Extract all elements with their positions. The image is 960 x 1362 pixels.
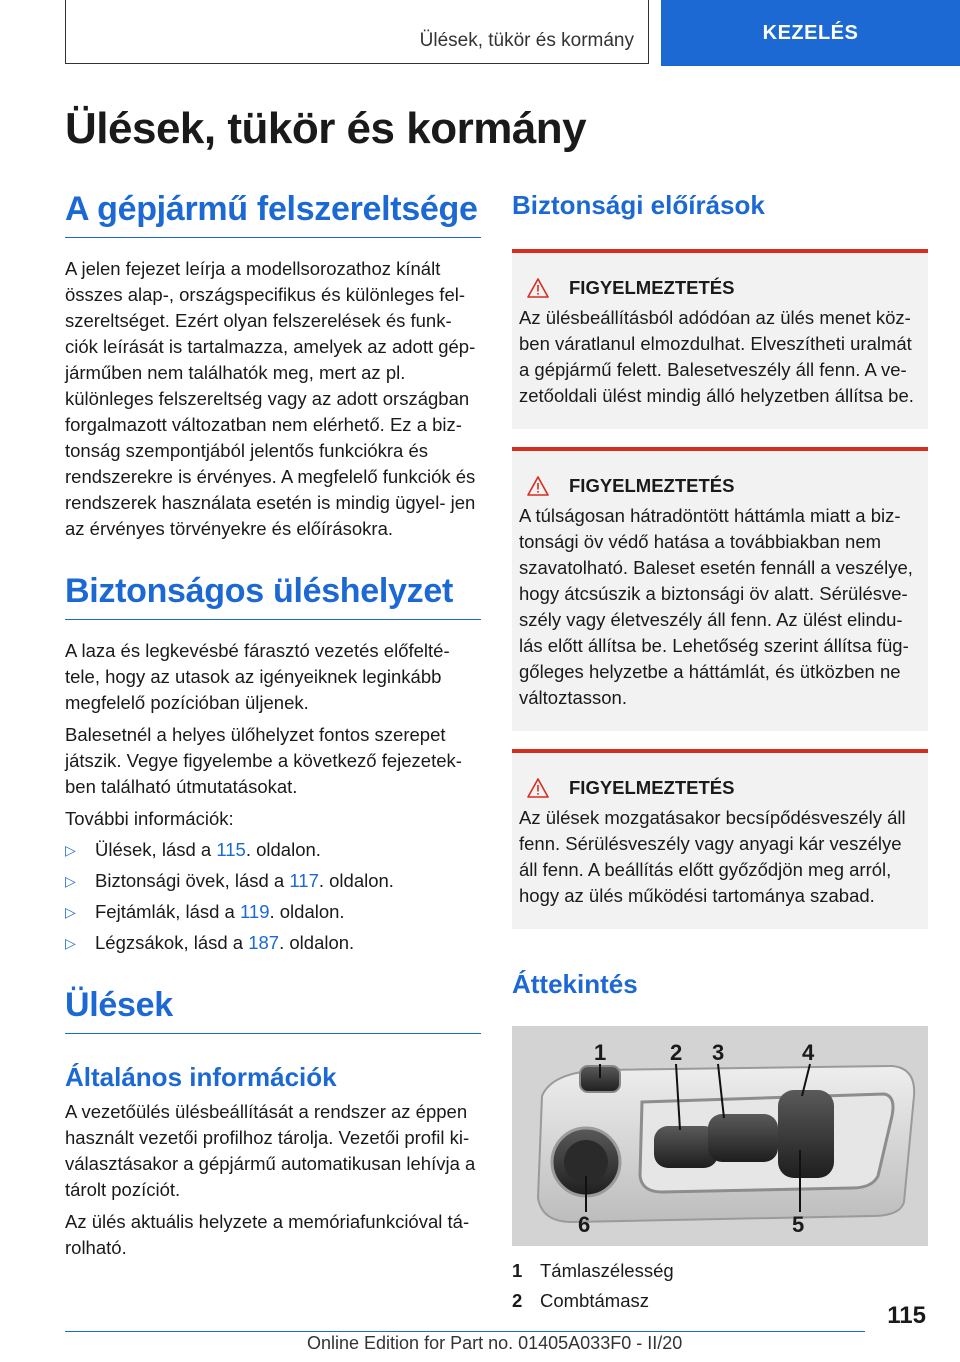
warning-title: FIGYELMEZTETÉS <box>569 475 735 496</box>
legend-label: Támlaszélesség <box>540 1260 674 1281</box>
heading-safety-rules: Biztonsági előírások <box>512 190 765 220</box>
ref-text: Légzsákok, lásd a <box>95 932 249 953</box>
warning-triangle-icon <box>527 476 549 496</box>
legend-row <box>512 1286 928 1316</box>
callout-1: 1 <box>594 1040 607 1065</box>
warning-triangle-icon <box>527 278 549 298</box>
heading-seats: Ülések <box>65 986 481 1034</box>
warning-text: Az ülésbeállításból adódóan az ülés menet köz- ben váratlanul elmozdulhat. Elveszítheti uralmát a gépjármű felett. Balesetveszély áll fenn. A ve- zetőoldali ülést mindig álló helyzetben állítsa be. <box>519 307 914 406</box>
legend-number: 2 <box>512 1290 523 1311</box>
ref-text: . oldalon. <box>318 870 394 891</box>
page-number: 115 <box>887 1302 926 1329</box>
paragraph-position-2: Balesetnél a helyes ülőhelyzet fontos szerepet játszik. Vegye figyelembe a következő fejezetek- ben található útmutatásokat. <box>65 724 462 797</box>
list-item <box>65 837 481 863</box>
seat-controls-photo <box>512 1026 928 1246</box>
warning-box <box>512 249 928 429</box>
warning-triangle-icon <box>527 778 549 798</box>
right-column <box>512 190 928 1316</box>
edition-note: Online Edition for Part no. 01405A033F0 - II/20 <box>307 1333 683 1353</box>
page-link[interactable]: 115 <box>216 839 246 860</box>
paragraph-position-1: A laza és legkevésbé fárasztó vezetés előfelté- tele, hogy az utasok az igényeiknek leginkább megfelelő pozícióban üljenek. <box>65 640 450 713</box>
warning-box <box>512 447 928 731</box>
ref-text: . oldalon. <box>269 901 345 922</box>
ref-text: . oldalon. <box>279 932 355 953</box>
heading-general-info: Általános információk <box>65 1062 337 1092</box>
warning-box <box>512 749 928 929</box>
page-link[interactable]: 117 <box>289 870 319 891</box>
triangle-bullet-icon: ▷ <box>65 935 76 951</box>
warning-header <box>519 475 920 497</box>
warning-text: Az ülések mozgatásakor becsípődésveszély áll fenn. Sérülésveszély vagy anyagi kár veszélye áll fenn. A beállítás előtt győződjön meg arról, hogy az ülés működési tartománya szabad. <box>519 807 906 906</box>
triangle-bullet-icon: ▷ <box>65 873 76 889</box>
left-column <box>65 190 481 1261</box>
heading-safe-position: Biztonságos üléshelyzet <box>65 572 481 620</box>
heading-overview: Áttekintés <box>512 969 638 999</box>
paragraph-equipment: A jelen fejezet leírja a modellsorozathoz kínált összes alap-, országspecifikus és különleges fel- szereltséget. Ezért olyan felszerelések és funk- ciók leírását is tartalmazza, amelyek az adott gép- járműben nem találhatók meg, mert az pl. különleges felszereltség vagy az adott országban forgalmazott változatban nem elérhető. Ez a biz- tonság szempontjából jelentős funkciókra és rendszerekre is érvényes. A megfelelő funkciók és rendszerek használata esetén is mindig ügyel- jen az érvényes törvényekre és előírásokra. <box>65 258 476 539</box>
callout-5: 5 <box>792 1212 805 1237</box>
page-link[interactable]: 119 <box>239 901 270 922</box>
warning-header <box>519 277 920 299</box>
warning-title: FIGYELMEZTETÉS <box>569 777 735 798</box>
page-link[interactable]: 187 <box>248 932 280 953</box>
callout-4: 4 <box>802 1040 815 1065</box>
heading-equipment: A gépjármű felszereltsége <box>65 190 481 238</box>
callout-6: 6 <box>578 1212 591 1237</box>
callout-3: 3 <box>712 1040 725 1065</box>
paragraph-more-info: További információk: <box>65 808 234 829</box>
list-item <box>65 930 481 956</box>
legend-label: Combtámasz <box>540 1290 649 1311</box>
legend-row <box>512 1256 928 1286</box>
warning-text: A túlságosan hátradöntött háttámla miatt a biz- tonsági öv védő hatása a továbbiakban nem szavatolható. Baleset esetén fennáll a veszélye, hogy átcsúszik a biztonsági öv alatt. Sérülésve- szély vagy életveszély áll fenn. Az ülést elindu- lás előtt állítsa be. Lehetőség szerint állítsa füg- gőleges helyzetbe a háttámlát, és ütközben ne változtasson. <box>519 505 913 708</box>
footer-divider <box>65 1331 865 1332</box>
warning-title: FIGYELMEZTETÉS <box>569 277 735 298</box>
header-section-title: Ülések, tükör és kormány <box>419 30 634 51</box>
callout-2: 2 <box>670 1040 683 1065</box>
legend-number: 1 <box>512 1260 523 1281</box>
header-chapter-tab[interactable]: KEZELÉS <box>661 0 960 66</box>
ref-text: . oldalon. <box>245 839 321 860</box>
reference-list <box>65 837 481 956</box>
paragraph-general-2: Az ülés aktuális helyzete a memóriafunkcióval tá- rolható. <box>65 1211 470 1258</box>
page-title: Ülések, tükör és kormány <box>65 104 587 153</box>
paragraph-general-1: A vezetőülés ülésbeállítását a rendszer az éppen használt vezetői profilhoz tárolja. Vezetői profil ki- választásakor a gépjármű automatikusan lehívja a tárolt pozíciót. <box>65 1101 476 1200</box>
ref-text: Ülések, lásd a <box>95 839 217 860</box>
list-item <box>65 899 481 925</box>
ref-text: Fejtámlák, lásd a <box>95 901 240 922</box>
ref-text: Biztonsági övek, lásd a <box>95 870 290 891</box>
triangle-bullet-icon: ▷ <box>65 842 76 858</box>
list-item <box>65 868 481 894</box>
triangle-bullet-icon: ▷ <box>65 904 76 920</box>
photo-legend <box>512 1256 928 1316</box>
seat-controls-illustration <box>512 1026 928 1246</box>
warning-header <box>519 777 920 799</box>
